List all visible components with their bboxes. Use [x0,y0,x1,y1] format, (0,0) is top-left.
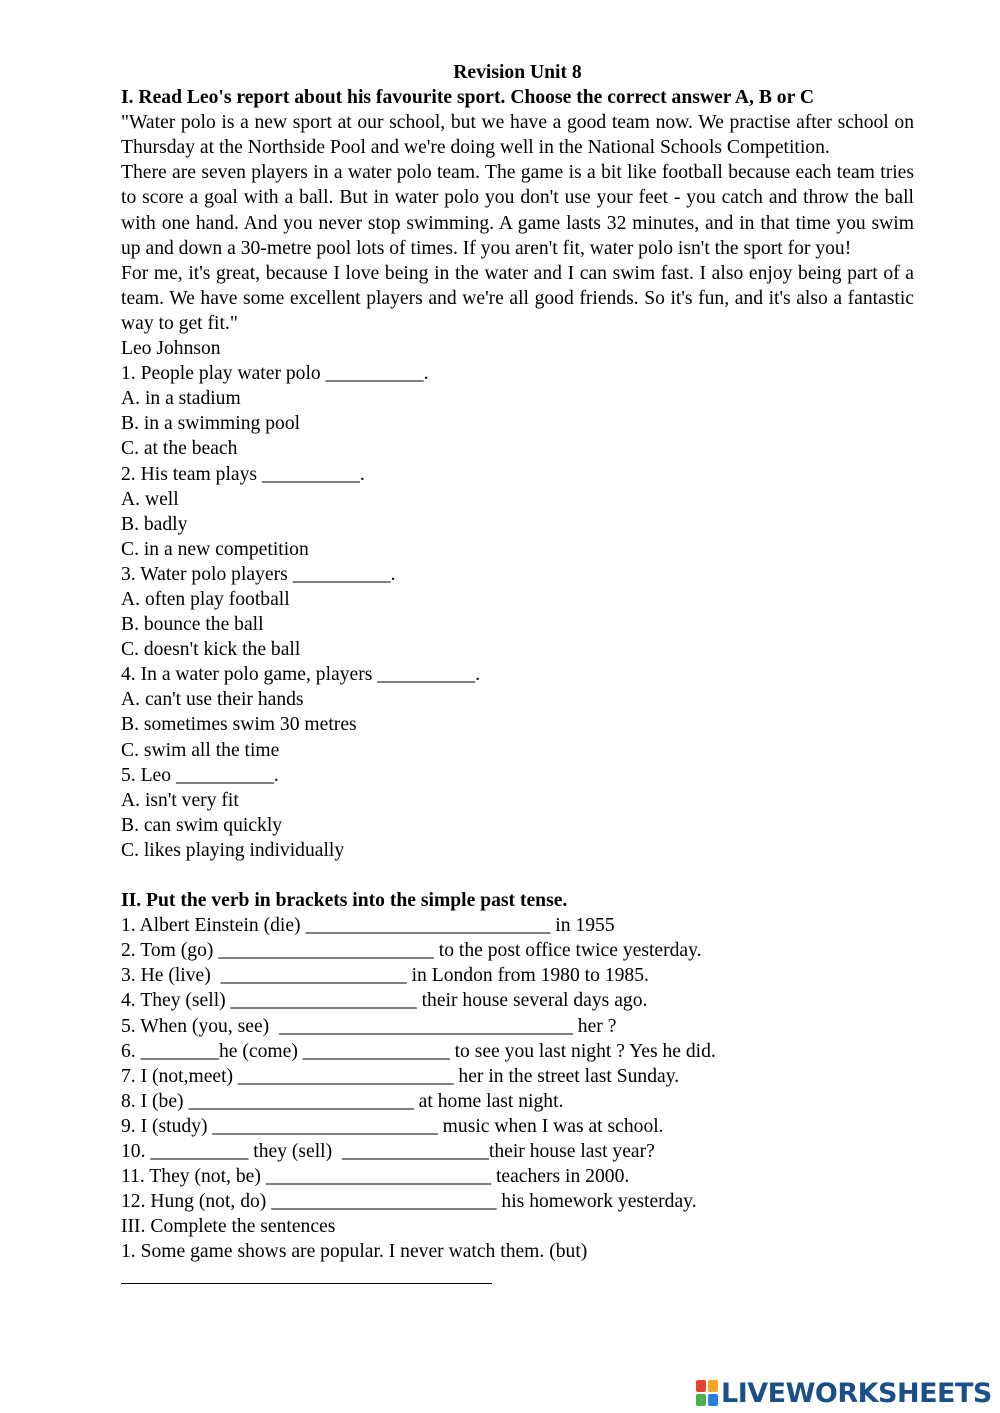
verb-exercise-item[interactable]: 5. When (you, see) ______________________________ her ? [121,1015,617,1037]
option-c[interactable]: C. in a new competition [121,538,309,560]
option-c[interactable]: C. doesn't kick the ball [121,639,301,661]
option-a[interactable]: A. in a stadium [121,388,241,410]
report-author: Leo Johnson [121,338,221,360]
section-3-heading: III. Complete the sentences [121,1216,336,1238]
page-title: Revision Unit 8 [453,62,582,83]
logo-square [696,1380,706,1392]
verb-exercise-item[interactable]: 8. I (be) _______________________ at home last night. [121,1090,564,1112]
question-text[interactable]: 5. Leo __________. [121,764,279,786]
question-text[interactable]: 2. His team plays __________. [121,463,365,485]
logo-mark-icon [696,1380,718,1406]
option-a[interactable]: A. well [121,488,179,510]
question-3 [121,562,914,662]
reading-paragraph: There are seven players in a water polo team. The game is a bit like football because each team tries to score a goal with a ball. But in water polo you don't use your feet - you catch and throw the ball with one hand. And you never stop swimming. A game lasts 32 minutes, and in that time you swim up and down a 30-metre pool lots of times. If you aren't fit, water polo isn't the sport for you! [121,162,914,259]
option-a[interactable]: A. isn't very fit [121,789,239,811]
option-a[interactable]: A. can't use their hands [121,689,304,711]
reading-paragraph: For me, it's great, because I love being in the water and I can swim fast. I also enjoy being part of a team. We have some excellent players and we're all good friends. So it's fun, and it's also a fantastic way to get fit." [121,262,914,334]
verb-exercise-item[interactable]: 11. They (not, be) _______________________ teachers in 2000. [121,1166,630,1188]
worksheet-page [121,60,914,1284]
verb-exercise-item[interactable]: 2. Tom (go) ______________________ to the post office twice yesterday. [121,940,702,962]
logo-square [708,1380,718,1392]
option-c[interactable]: C. at the beach [121,438,238,460]
logo-square [708,1394,718,1406]
option-b[interactable]: B. sometimes swim 30 metres [121,714,357,736]
sentence-exercise-item: 1. Some game shows are popular. I never watch them. (but) [121,1241,588,1263]
verb-exercise-item[interactable]: 4. They (sell) ___________________ their house several days ago. [121,990,648,1012]
verb-exercise-item[interactable]: 6. ________he (come) _______________ to see you last night ? Yes he did. [121,1040,716,1062]
question-4 [121,662,914,762]
verb-exercise-item[interactable]: 9. I (study) _______________________ music when I was at school. [121,1115,664,1137]
answer-blank-line[interactable] [121,1271,492,1284]
question-text[interactable]: 4. In a water polo game, players __________. [121,664,481,686]
verb-exercise-item[interactable]: 10. __________ they (sell) _______________their house last year? [121,1141,655,1163]
section-2-heading: II. Put the verb in brackets into the simple past tense. [121,890,568,912]
logo-square [696,1394,706,1406]
question-5 [121,763,914,863]
question-1 [121,361,914,461]
reading-paragraph: "Water polo is a new sport at our school, but we have a good team now. We practise after school on Thursday at the Northside Pool and we're doing well in the National Schools Competition. [121,112,914,159]
option-c[interactable]: C. swim all the time [121,739,280,761]
section-1-heading: I. Read Leo's report about his favourite sport. Choose the correct answer A, B or C [121,87,814,109]
verb-exercise-item[interactable]: 1. Albert Einstein (die) _________________________ in 1955 [121,915,615,937]
option-b[interactable]: B. bounce the ball [121,614,264,636]
liveworksheets-logo [696,1376,992,1410]
question-2 [121,462,914,562]
verb-exercise-item[interactable]: 7. I (not,meet) ______________________ her in the street last Sunday. [121,1065,680,1087]
option-c[interactable]: C. likes playing individually [121,839,345,861]
verb-exercise-item[interactable]: 12. Hung (not, do) _______________________ his homework yesterday. [121,1191,697,1213]
section-spacer [121,863,914,888]
question-text[interactable]: 3. Water polo players __________. [121,563,396,585]
option-b[interactable]: B. can swim quickly [121,814,283,836]
option-b[interactable]: B. in a swimming pool [121,413,301,435]
question-text[interactable]: 1. People play water polo __________. [121,363,429,385]
logo-text: LIVEWORKSHEETS [721,1377,992,1409]
option-a[interactable]: A. often play football [121,588,290,610]
option-b[interactable]: B. badly [121,513,188,535]
verb-exercise-item[interactable]: 3. He (live) ___________________ in London from 1980 to 1985. [121,965,649,987]
